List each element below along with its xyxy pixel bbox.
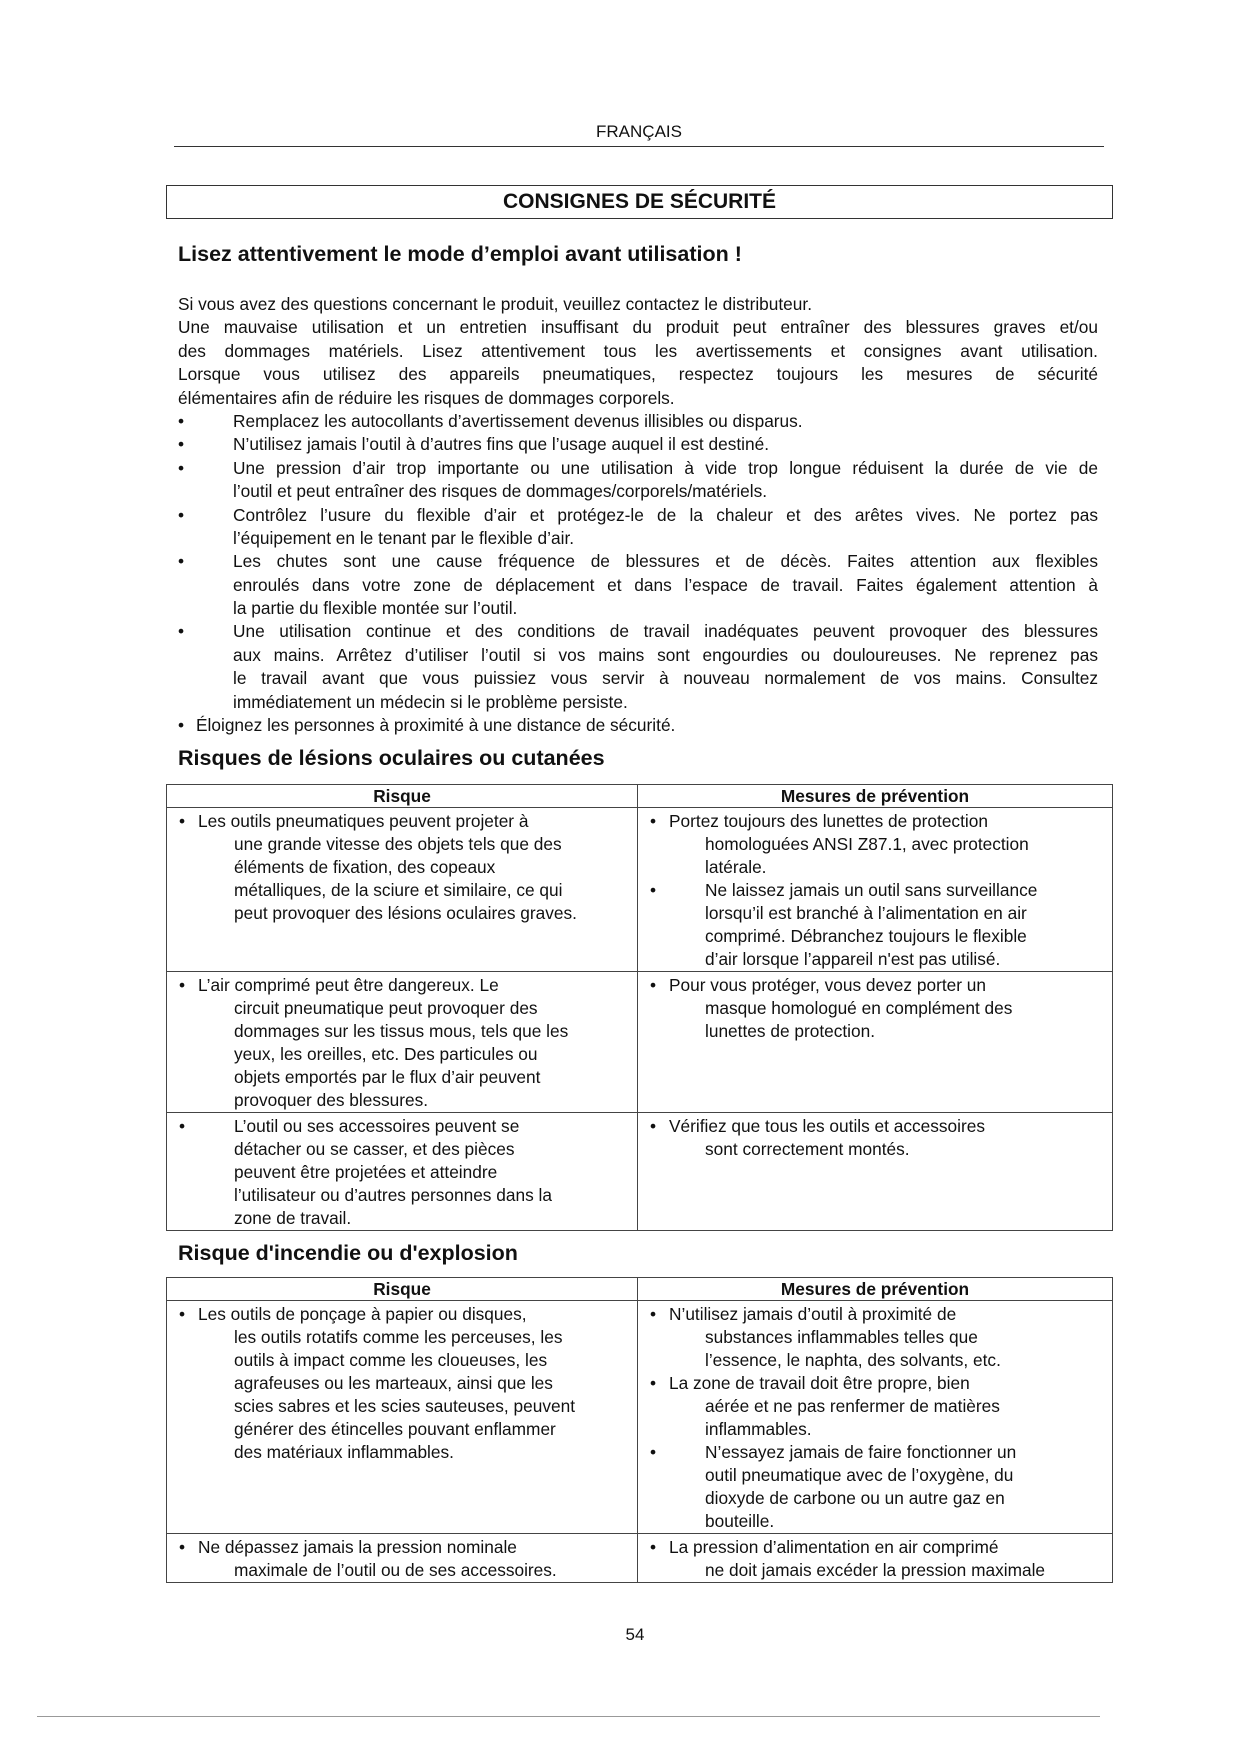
cell-text: comprimé. Débranchez toujours le flexible	[705, 926, 1027, 946]
bullet-text: N’utilisez jamais l’outil à d’autres fins que l’usage auquel il est destiné.	[233, 434, 770, 455]
cell-line	[650, 1115, 1112, 1138]
cell-line	[650, 1559, 1112, 1582]
cell-text: Portez toujours des lunettes de protection	[669, 811, 988, 831]
cell-text: agrafeuses ou les marteaux, ainsi que les	[234, 1373, 553, 1393]
cell-line	[650, 879, 1112, 902]
cell-text: sont correctement montés.	[705, 1139, 910, 1159]
cell-line	[179, 1066, 637, 1089]
bullet-icon: •	[178, 457, 185, 478]
prevention-cell	[638, 1113, 1113, 1231]
cell-line	[179, 1161, 637, 1184]
cell-line	[650, 810, 1112, 833]
cell-line	[179, 1418, 637, 1441]
cell-text: d’air lorsque l’appareil n'est pas utilisé.	[705, 949, 1001, 969]
header-divider	[174, 146, 1104, 147]
cell-text: outil pneumatique avec de l’oxygène, du	[705, 1465, 1014, 1485]
bullet-line	[178, 457, 1098, 480]
risk-cell	[167, 1301, 638, 1534]
cell-line	[650, 925, 1112, 948]
cell-text: Pour vous protéger, vous devez porter un	[669, 975, 987, 995]
cell-line	[179, 810, 637, 833]
bullet-line	[178, 714, 1098, 737]
table-row	[167, 972, 1113, 1113]
column-header-risk: Risque	[167, 1278, 638, 1301]
risk-cell	[167, 972, 638, 1113]
cell-line	[179, 1441, 637, 1464]
cell-text: des matériaux inflammables.	[234, 1442, 454, 1462]
intro-line: des dommages matériels. Lisez attentivement tous les avertissements et consignes avant utilisation.	[178, 340, 1098, 361]
cell-line	[179, 1372, 637, 1395]
cell-line	[650, 997, 1112, 1020]
cell-line	[650, 1349, 1112, 1372]
cell-line	[179, 1020, 637, 1043]
cell-line	[179, 1043, 637, 1066]
cell-line	[650, 1020, 1112, 1043]
risk-cell	[167, 808, 638, 972]
cell-text: peuvent être projetées et atteindre	[234, 1162, 498, 1182]
bullet-icon: •	[178, 410, 185, 431]
bullet-item	[178, 433, 1098, 456]
bullet-item	[178, 620, 1098, 714]
cell-text: métalliques, de la sciure et similaire, ce qui	[234, 880, 563, 900]
column-header-prevention: Mesures de prévention	[638, 785, 1113, 808]
cell-text: éléments de fixation, des copeaux	[234, 857, 496, 877]
cell-line	[650, 1418, 1112, 1441]
cell-line	[179, 974, 637, 997]
cell-text: N’utilisez jamais d’outil à proximité de	[669, 1304, 957, 1324]
bullet-text: Remplacez les autocollants d’avertissement devenus illisibles ou disparus.	[233, 410, 803, 431]
cell-text: La zone de travail doit être propre, bien	[669, 1373, 970, 1393]
cell-text: L’outil ou ses accessoires peuvent se	[234, 1116, 520, 1136]
cell-line	[179, 1536, 637, 1559]
cell-line	[650, 1510, 1112, 1533]
bullet-icon: •	[650, 1373, 657, 1393]
bullet-icon: •	[179, 975, 186, 995]
cell-text: yeux, les oreilles, etc. Des particules ou	[234, 1044, 538, 1064]
column-header-risk: Risque	[167, 785, 638, 808]
bullet-icon: •	[650, 880, 657, 900]
bullet-line	[178, 527, 1098, 550]
cell-line	[650, 1395, 1112, 1418]
bullet-icon: •	[178, 504, 185, 525]
bullet-text: Les chutes sont une cause fréquence de blessures et de décès. Faites attention aux flexibles	[233, 551, 1098, 572]
main-heading: Lisez attentivement le mode d’emploi avant utilisation !	[178, 242, 742, 266]
cell-line	[650, 833, 1112, 856]
cell-text: détacher ou se casser, et des pièces	[234, 1139, 515, 1159]
cell-line	[179, 1559, 637, 1582]
table-heading-eye-skin: Risques de lésions oculaires ou cutanées	[178, 746, 605, 770]
table-header-row	[167, 785, 1113, 808]
table-row	[167, 808, 1113, 972]
cell-line	[179, 1349, 637, 1372]
intro-line: élémentaires afin de réduire les risques de dommages corporels.	[178, 387, 675, 408]
prevention-cell	[638, 1301, 1113, 1534]
bullet-line	[178, 480, 1098, 503]
cell-text: aérée et ne pas renfermer de matières	[705, 1396, 1000, 1416]
cell-line	[179, 1395, 637, 1418]
intro-line: Si vous avez des questions concernant le produit, veuillez contactez le distributeur.	[178, 294, 813, 314]
bullet-icon: •	[179, 1304, 186, 1324]
cell-text: l’essence, le naphta, des solvants, etc.	[705, 1350, 1001, 1370]
cell-text: Vérifiez que tous les outils et accessoires	[669, 1116, 986, 1136]
bullet-text: l’outil et peut entraîner des risques de dommages/corporels/matériels.	[233, 481, 768, 502]
bullet-line	[178, 550, 1098, 573]
risk-table-fire	[166, 1277, 1113, 1583]
cell-line	[179, 833, 637, 856]
cell-text: scies sabres et les scies sauteuses, peuvent	[234, 1396, 576, 1416]
bullet-text: immédiatement un médecin si le problème persiste.	[233, 691, 628, 712]
cell-text: ne doit jamais excéder la pression maximale	[705, 1560, 1046, 1580]
cell-text: lorsqu’il est branché à l’alimentation en air	[705, 903, 1027, 923]
cell-text: Ne dépassez jamais la pression nominale	[198, 1537, 517, 1557]
bullet-line	[178, 691, 1098, 714]
cell-text: les outils rotatifs comme les perceuses, les	[234, 1327, 563, 1347]
cell-text: Les outils pneumatiques peuvent projeter à	[198, 811, 529, 831]
cell-text: masque homologué en complément des	[705, 998, 1013, 1018]
bullet-text: la partie du flexible montée sur l’outil.	[233, 598, 518, 619]
bullet-icon: •	[178, 621, 185, 642]
bullet-item	[178, 410, 1098, 433]
cell-line	[179, 1138, 637, 1161]
cell-text: dioxyde de carbone ou un autre gaz en	[705, 1488, 1005, 1508]
cell-text: circuit pneumatique peut provoquer des	[234, 998, 538, 1018]
intro-line: Lorsque vous utilisez des appareils pneumatiques, respectez toujours les mesures de sécurité	[178, 364, 1098, 385]
cell-text: peut provoquer des lésions oculaires graves.	[234, 903, 577, 923]
bullet-text: Éloignez les personnes à proximité à une distance de sécurité.	[196, 715, 676, 736]
cell-line	[650, 1138, 1112, 1161]
cell-line	[179, 1207, 637, 1230]
bullet-item	[178, 504, 1098, 551]
bullet-icon: •	[179, 1537, 186, 1557]
bullet-line	[178, 667, 1098, 690]
bullet-line	[178, 410, 1098, 433]
cell-line	[179, 997, 637, 1020]
bullet-icon: •	[178, 551, 185, 572]
cell-text: générer des étincelles pouvant enflammer	[234, 1419, 556, 1439]
cell-text: zone de travail.	[234, 1208, 352, 1228]
cell-line	[650, 1536, 1112, 1559]
column-header-prevention: Mesures de prévention	[638, 1278, 1113, 1301]
table-row	[167, 1113, 1113, 1231]
bullet-icon: •	[650, 1116, 657, 1136]
risk-cell	[167, 1534, 638, 1583]
prevention-cell	[638, 808, 1113, 972]
cell-text: outils à impact comme les cloueuses, les	[234, 1350, 548, 1370]
bullet-item	[178, 550, 1098, 620]
bullet-icon: •	[650, 1304, 657, 1324]
cell-line	[650, 1464, 1112, 1487]
bullet-text: Une pression d’air trop importante ou une utilisation à vide trop longue réduisent la durée de vie de	[233, 457, 1098, 478]
table-row	[167, 1301, 1113, 1534]
cell-line	[650, 1441, 1112, 1464]
cell-line	[179, 1115, 637, 1138]
bullet-line	[178, 574, 1098, 597]
bullet-line	[178, 504, 1098, 527]
cell-text: bouteille.	[705, 1511, 775, 1531]
cell-line	[650, 856, 1112, 879]
cell-line	[650, 1303, 1112, 1326]
bullet-item	[178, 457, 1098, 504]
cell-text: La pression d’alimentation en air comprimé	[669, 1537, 999, 1557]
bullet-text: Contrôlez l’usure du flexible d’air et protégez-le de la chaleur et des arêtes vives. Ne portez pas	[233, 504, 1098, 525]
cell-text: N’essayez jamais de faire fonctionner un	[705, 1442, 1017, 1462]
bullet-icon: •	[178, 434, 185, 455]
bullet-text: Une utilisation continue et des conditions de travail inadéquates peuvent provoquer des blessures	[233, 621, 1098, 642]
bullet-icon: •	[650, 975, 657, 995]
bullet-text: l’équipement en le tenant par le flexible d’air.	[233, 527, 575, 548]
bullet-icon: •	[179, 1116, 186, 1136]
bullet-line	[178, 644, 1098, 667]
table-row	[167, 1534, 1113, 1583]
cell-line	[179, 856, 637, 879]
page-number: 54	[625, 1625, 645, 1644]
cell-text: inflammables.	[705, 1419, 812, 1439]
cell-text: une grande vitesse des objets tels que des	[234, 834, 562, 854]
risk-table-eye-skin	[166, 784, 1113, 1231]
cell-text: Ne laissez jamais un outil sans surveillance	[705, 880, 1038, 900]
cell-text: homologuées ANSI Z87.1, avec protection	[705, 834, 1029, 854]
table-header-row	[167, 1278, 1113, 1301]
bullet-icon: •	[179, 811, 186, 831]
cell-text: objets emportés par le flux d’air peuvent	[234, 1067, 541, 1087]
cell-text: substances inflammables telles que	[705, 1327, 978, 1347]
footer-divider	[37, 1716, 1100, 1717]
prevention-cell	[638, 972, 1113, 1113]
cell-text: provoquer des blessures.	[234, 1090, 429, 1110]
cell-line	[650, 974, 1112, 997]
cell-line	[650, 1487, 1112, 1510]
bullet-line	[178, 433, 1098, 456]
cell-line	[650, 948, 1112, 971]
cell-line	[179, 879, 637, 902]
cell-line	[179, 902, 637, 925]
cell-text: lunettes de protection.	[705, 1021, 876, 1041]
risk-cell	[167, 1113, 638, 1231]
bullet-icon: •	[178, 715, 185, 736]
language-header: FRANÇAIS	[596, 122, 682, 141]
bullet-text: enroulés dans votre zone de déplacement et dans l’espace de travail. Faites également attention à	[233, 574, 1098, 595]
cell-line	[650, 902, 1112, 925]
bullet-text: aux mains. Arrêtez d’utiliser l’outil si vos mains sont engourdies ou douloureuses. Ne reprenez pas	[233, 644, 1098, 665]
bullet-text: le travail avant que vous puissiez vous servir à nouveau normalement de vos mains. Consultez	[233, 668, 1098, 689]
cell-line	[179, 1184, 637, 1207]
intro-section	[178, 293, 1098, 737]
cell-text: dommages sur les tissus mous, tels que les	[234, 1021, 569, 1041]
cell-line	[179, 1303, 637, 1326]
table-heading-fire: Risque d'incendie ou d'explosion	[178, 1241, 518, 1265]
prevention-cell	[638, 1534, 1113, 1583]
cell-line	[650, 1326, 1112, 1349]
cell-line	[650, 1372, 1112, 1395]
bullet-icon: •	[650, 1537, 657, 1557]
bullet-line	[178, 620, 1098, 643]
cell-line	[179, 1326, 637, 1349]
cell-text: Les outils de ponçage à papier ou disques,	[198, 1304, 527, 1324]
bullet-line	[178, 597, 1098, 620]
bullet-item	[178, 714, 1098, 737]
cell-text: latérale.	[705, 857, 767, 877]
cell-text: l’utilisateur ou d’autres personnes dans la	[234, 1185, 552, 1205]
cell-line	[179, 1089, 637, 1112]
bullet-icon: •	[650, 811, 657, 831]
cell-text: maximale de l’outil ou de ses accessoires.	[234, 1560, 557, 1580]
bullet-icon: •	[650, 1442, 657, 1462]
cell-text: L’air comprimé peut être dangereux. Le	[198, 975, 499, 995]
page-title: CONSIGNES DE SÉCURITÉ	[166, 185, 1113, 219]
intro-line: Une mauvaise utilisation et un entretien insuffisant du produit peut entraîner des blessures graves et/ou	[178, 317, 1098, 338]
